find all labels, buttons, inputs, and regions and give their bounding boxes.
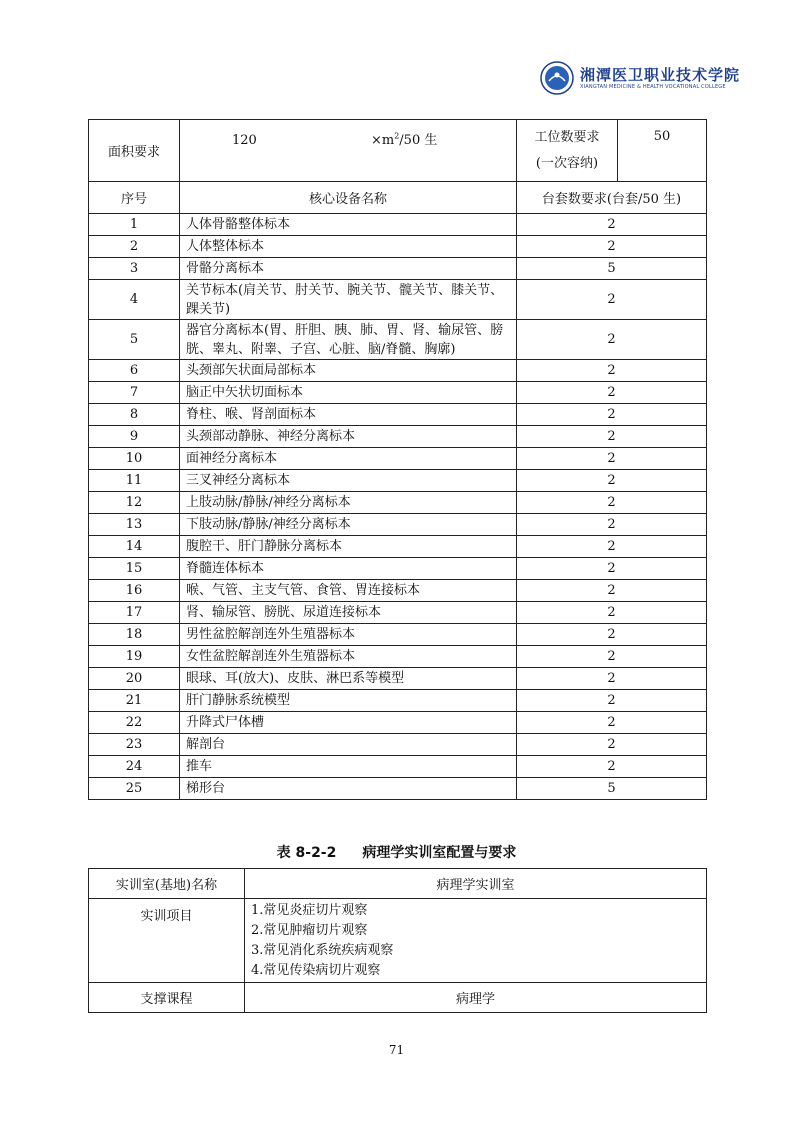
- room-label: 实训室(基地)名称: [89, 869, 245, 899]
- equipment-qty: 2: [517, 668, 707, 690]
- project-item: 4.常见传染病切片观察: [251, 962, 381, 978]
- equipment-name: 头颈部动静脉、神经分离标本: [180, 426, 517, 448]
- caption-number: 表 8-2-2: [276, 845, 337, 861]
- equipment-qty: 5: [517, 258, 707, 280]
- pathology-lab-table: [88, 868, 707, 1013]
- row-number: 24: [89, 756, 180, 778]
- table-row: [89, 492, 707, 514]
- row-number: 17: [89, 602, 180, 624]
- equipment-name: 脑正中矢状切面标本: [180, 382, 517, 404]
- table-row: [89, 734, 707, 756]
- equipment-qty: 2: [517, 492, 707, 514]
- area-cell: [180, 120, 517, 182]
- row-number: 19: [89, 646, 180, 668]
- equipment-name: 肝门静脉系统模型: [180, 690, 517, 712]
- course-value: 病理学: [245, 983, 707, 1013]
- row-number: 2: [89, 236, 180, 258]
- course-label: 支撑课程: [89, 983, 245, 1013]
- equipment-name: 腹腔干、肝门静脉分离标本: [180, 536, 517, 558]
- equipment-qty: 2: [517, 580, 707, 602]
- equipment-name: 上肢动脉/静脉/神经分离标本: [180, 492, 517, 514]
- project-item: 2.常见肿瘤切片观察: [251, 922, 368, 938]
- area-unit: $\times m^2/50$ 生: [370, 131, 438, 148]
- row-number: 25: [89, 778, 180, 800]
- table-row: [89, 602, 707, 624]
- table-row: [89, 514, 707, 536]
- equipment-qty: 2: [517, 320, 707, 360]
- logo-english-name: XIANGTAN MEDICINE & HEALTH VOCATIONAL COLLEGE: [580, 83, 726, 90]
- table-row: [89, 536, 707, 558]
- project-item: 3.常见消化系统疾病观察: [251, 942, 394, 958]
- col-header-no: 序号: [89, 182, 180, 214]
- area-value: 120: [232, 133, 257, 148]
- row-number: 6: [89, 360, 180, 382]
- logo-chinese-name: 湘潭医卫职业技术学院: [580, 65, 741, 84]
- equipment-name: 脊柱、喉、肾剖面标本: [180, 404, 517, 426]
- equipment-name: 解剖台: [180, 734, 517, 756]
- row-number: 16: [89, 580, 180, 602]
- table-row: [89, 214, 707, 236]
- table-row: [89, 320, 707, 360]
- equipment-qty: 2: [517, 470, 707, 492]
- project-label: 实训项目: [89, 899, 245, 983]
- equipment-name: 面神经分离标本: [180, 448, 517, 470]
- station-note: (一次容纳): [535, 155, 599, 171]
- table-row: [89, 258, 707, 280]
- table-row: [89, 236, 707, 258]
- col-header-qty: 台套数要求(台套/50 生): [517, 182, 707, 214]
- table-row: [89, 360, 707, 382]
- equipment-name: 梯形台: [180, 778, 517, 800]
- equipment-qty: 2: [517, 360, 707, 382]
- equipment-name: 关节标本(肩关节、肘关节、腕关节、髋关节、膝关节、踝关节): [180, 280, 517, 320]
- table-row: [89, 280, 707, 320]
- equipment-qty: 2: [517, 756, 707, 778]
- equipment-name: 三叉神经分离标本: [180, 470, 517, 492]
- equipment-name: 男性盆腔解剖连外生殖器标本: [180, 624, 517, 646]
- station-value: 50: [618, 120, 707, 182]
- table-row: [89, 712, 707, 734]
- row-number: 8: [89, 404, 180, 426]
- equipment-qty: 2: [517, 602, 707, 624]
- equipment-name: 人体整体标本: [180, 236, 517, 258]
- row-number: 10: [89, 448, 180, 470]
- row-number: 1: [89, 214, 180, 236]
- table-caption: [0, 842, 793, 862]
- equipment-qty: 2: [517, 734, 707, 756]
- caption-title: 病理学实训室配置与要求: [362, 845, 517, 861]
- row-number: 14: [89, 536, 180, 558]
- table-row: [89, 624, 707, 646]
- table-row: [89, 448, 707, 470]
- row-number: 13: [89, 514, 180, 536]
- table-row: [89, 756, 707, 778]
- equipment-name: 女性盆腔解剖连外生殖器标本: [180, 646, 517, 668]
- equipment-qty: 5: [517, 778, 707, 800]
- equipment-qty: 2: [517, 404, 707, 426]
- equipment-qty: 2: [517, 448, 707, 470]
- project-list: [245, 899, 707, 983]
- row-number: 3: [89, 258, 180, 280]
- equipment-qty: 2: [517, 382, 707, 404]
- equipment-qty: 2: [517, 426, 707, 448]
- station-label: 工位数要求: [534, 129, 600, 145]
- equipment-qty: 2: [517, 558, 707, 580]
- college-seal-icon: [540, 61, 574, 95]
- equipment-name: 脊髓连体标本: [180, 558, 517, 580]
- row-number: 9: [89, 426, 180, 448]
- equipment-qty: 2: [517, 280, 707, 320]
- equipment-name: 下肢动脉/静脉/神经分离标本: [180, 514, 517, 536]
- table-row: [89, 580, 707, 602]
- area-label: 面积要求: [89, 120, 180, 182]
- equipment-qty: 2: [517, 514, 707, 536]
- table-row: [89, 690, 707, 712]
- row-number: 22: [89, 712, 180, 734]
- equipment-table: [88, 119, 707, 800]
- equipment-name: 喉、气管、主支气管、食管、胃连接标本: [180, 580, 517, 602]
- room-value: 病理学实训室: [245, 869, 707, 899]
- table-row: [89, 470, 707, 492]
- equipment-name: 肾、输尿管、膀胱、尿道连接标本: [180, 602, 517, 624]
- equipment-qty: 2: [517, 214, 707, 236]
- table-row: [89, 778, 707, 800]
- col-header-name: 核心设备名称: [180, 182, 517, 214]
- equipment-name: 升降式尸体槽: [180, 712, 517, 734]
- equipment-qty: 2: [517, 624, 707, 646]
- project-item: 1.常见炎症切片观察: [251, 902, 368, 918]
- table-row: [89, 426, 707, 448]
- row-number: 11: [89, 470, 180, 492]
- equipment-name: 推车: [180, 756, 517, 778]
- row-number: 12: [89, 492, 180, 514]
- table-row: [89, 646, 707, 668]
- row-number: 21: [89, 690, 180, 712]
- table-row: [89, 558, 707, 580]
- equipment-name: 人体骨骼整体标本: [180, 214, 517, 236]
- equipment-name: 头颈部矢状面局部标本: [180, 360, 517, 382]
- row-number: 7: [89, 382, 180, 404]
- row-number: 18: [89, 624, 180, 646]
- equipment-name: 眼球、耳(放大)、皮肤、淋巴系等模型: [180, 668, 517, 690]
- table-row: [89, 668, 707, 690]
- table-row: [89, 382, 707, 404]
- equipment-name: 骨骼分离标本: [180, 258, 517, 280]
- row-number: 15: [89, 558, 180, 580]
- equipment-qty: 2: [517, 712, 707, 734]
- row-number: 20: [89, 668, 180, 690]
- table-row: [89, 404, 707, 426]
- equipment-name: 器官分离标本(胃、肝胆、胰、肺、胃、肾、输尿管、膀胱、睾丸、附睾、子宫、心脏、脑/脊髓、胸廓): [180, 320, 517, 360]
- equipment-qty: 2: [517, 536, 707, 558]
- equipment-qty: 2: [517, 646, 707, 668]
- row-number: 5: [89, 320, 180, 360]
- page-number: 71: [388, 1043, 405, 1057]
- equipment-qty: 2: [517, 690, 707, 712]
- row-number: 23: [89, 734, 180, 756]
- equipment-qty: 2: [517, 236, 707, 258]
- station-label-cell: [517, 120, 618, 182]
- row-number: 4: [89, 280, 180, 320]
- college-logo: [540, 58, 741, 98]
